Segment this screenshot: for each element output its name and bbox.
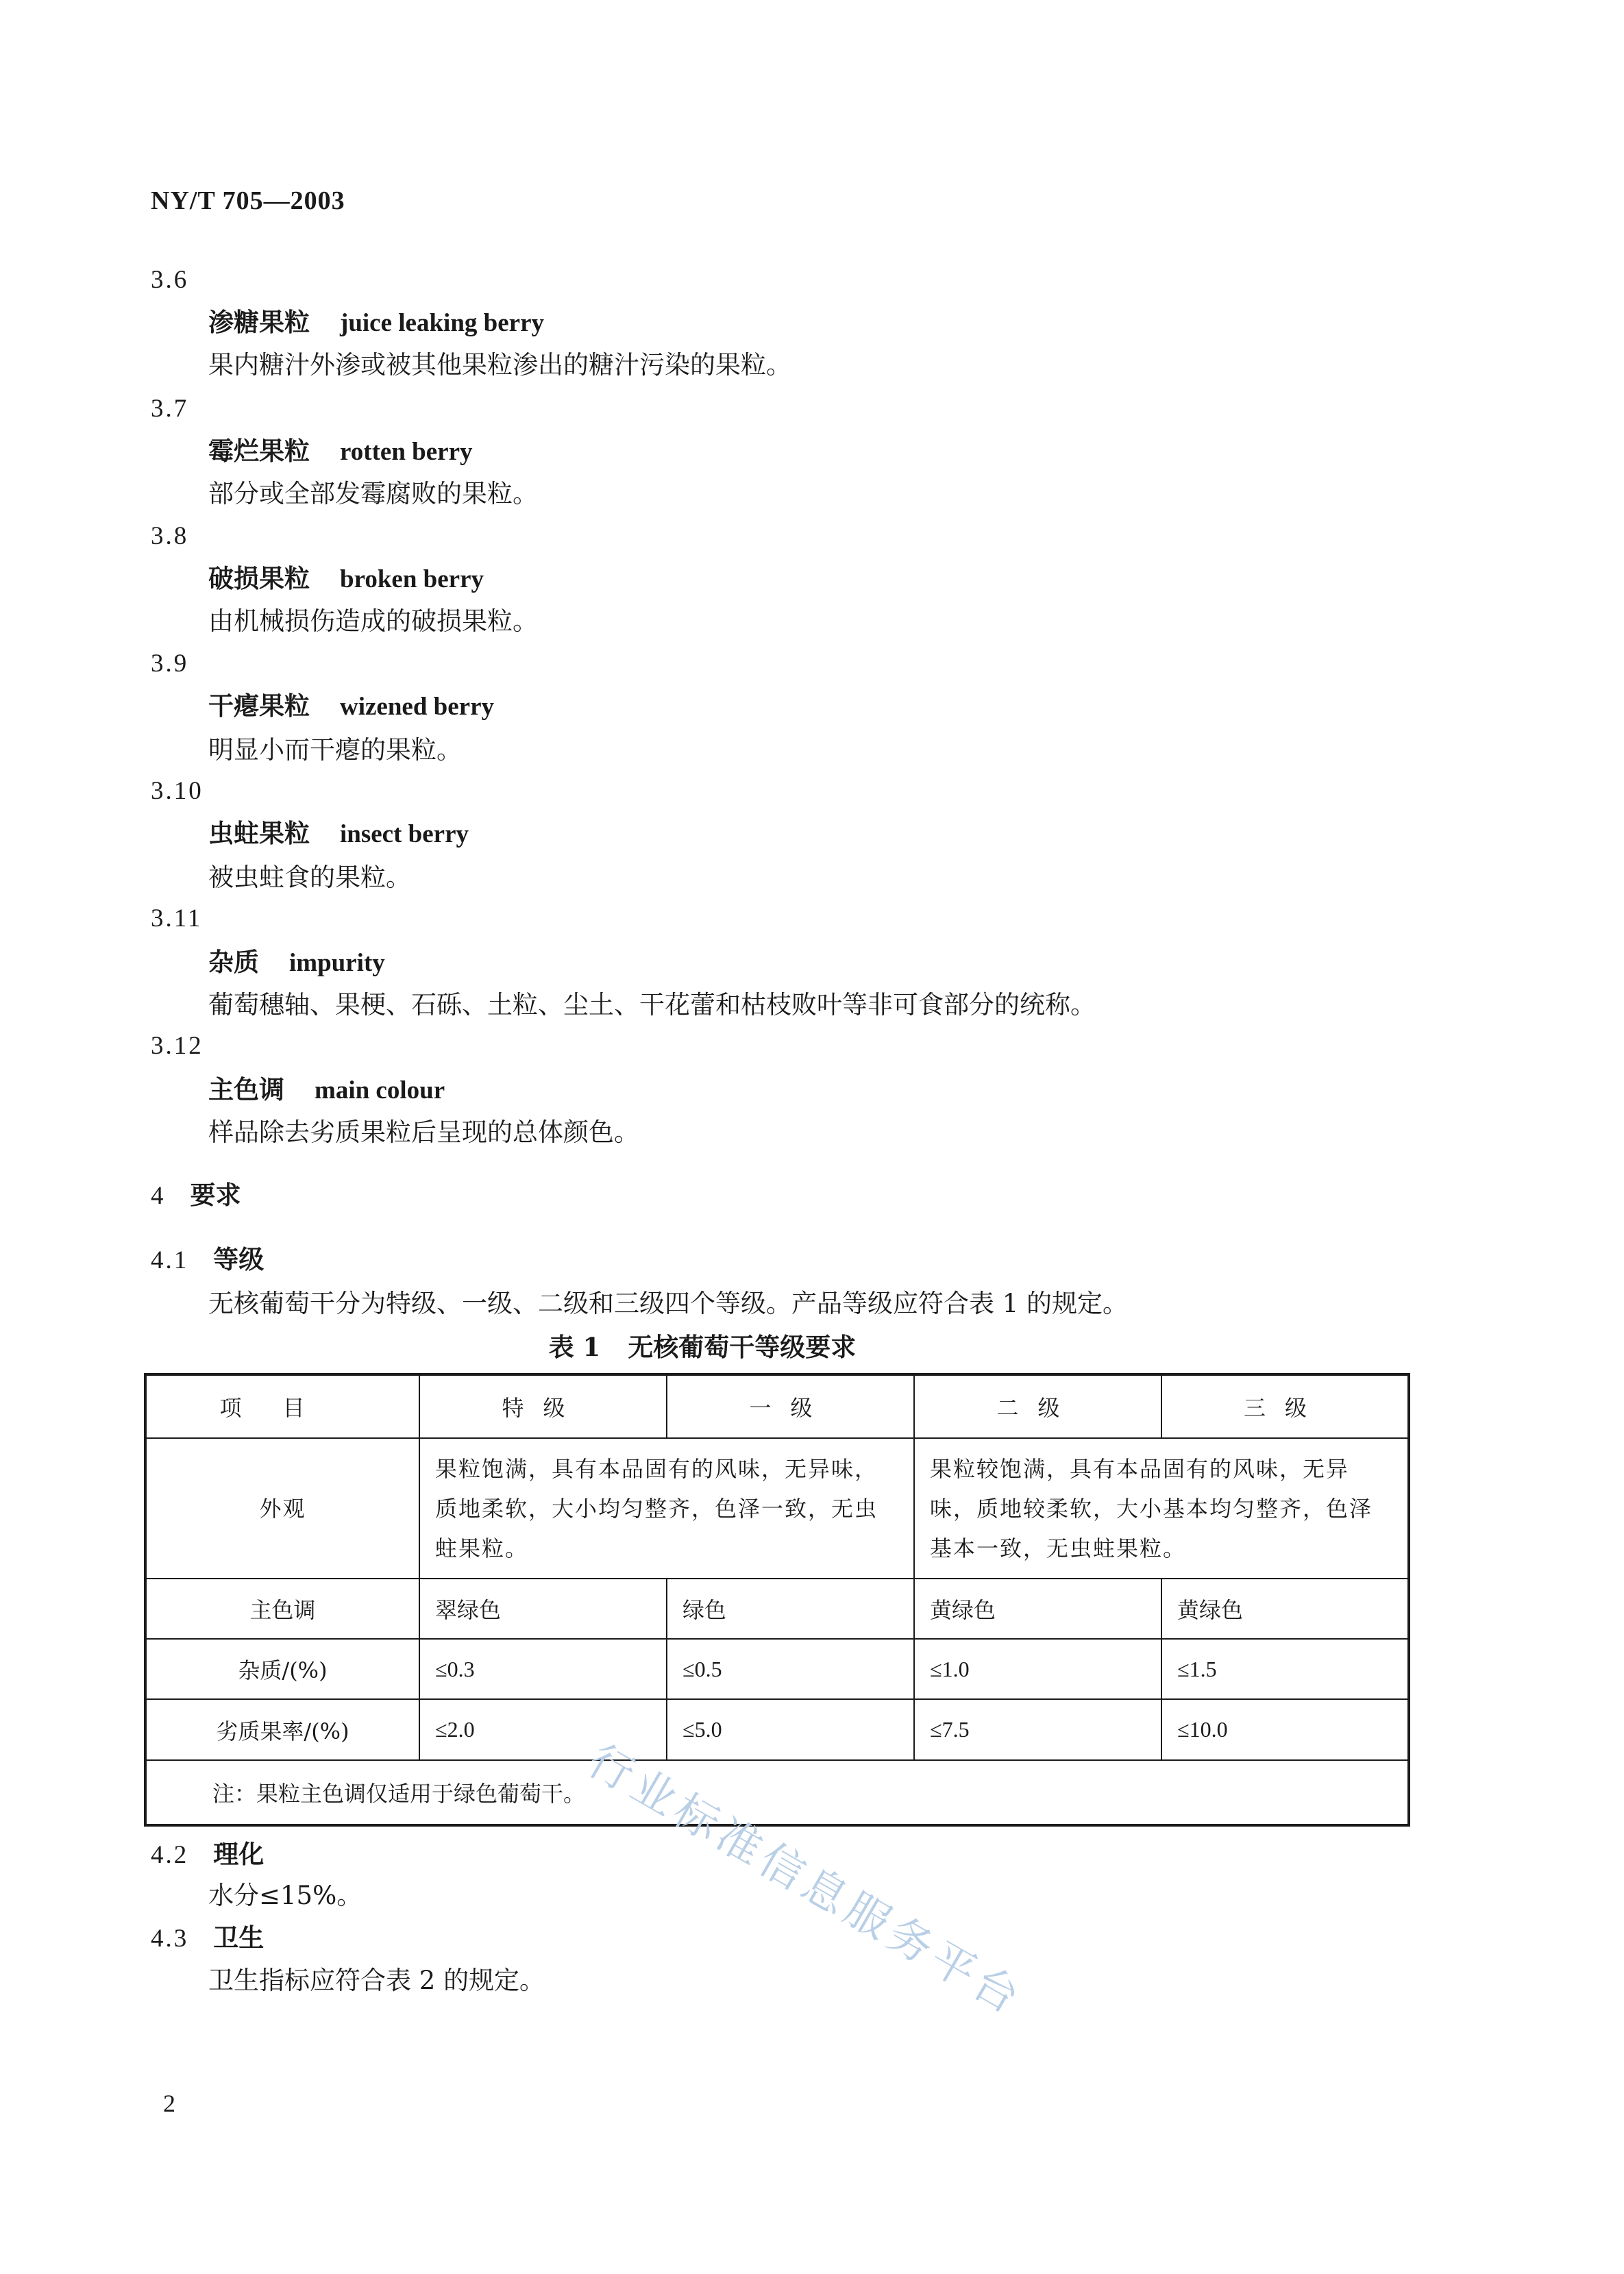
page-number: 2 [163,2090,175,2117]
subsection-number: 4.3 [151,1925,189,1953]
table-cell: 翠绿色 [419,1579,667,1639]
term-en: insect berry [340,820,469,848]
table-cell: ≤0.5 [667,1639,914,1699]
term-heading [208,438,473,465]
table-note: 注：果粒主色调仅适用于绿色葡萄干。 [145,1760,1409,1825]
term-heading [208,1074,445,1104]
term-en: main colour [315,1076,445,1104]
subsection-title: 卫生 [213,1923,264,1953]
paragraph: 卫生指标应符合表 2 的规定。 [208,1966,545,1995]
subsection-heading [151,1925,264,1951]
term-definition: 果内糖汁外渗或被其他果粒渗出的糖汁污染的果粒。 [208,350,791,380]
header-cell: 一级 [667,1374,914,1438]
clause-number: 3.10 [151,777,204,805]
term-en: impurity [289,949,385,977]
table-caption-title: 无核葡萄干等级要求 [628,1332,857,1362]
term-zh: 虫蛀果粒 [208,818,310,848]
grade-table [144,1373,1410,1827]
table-row [145,1639,1409,1699]
header-cell: 特级 [419,1374,667,1438]
table-caption-number: 表 1 [548,1332,601,1362]
clause-number: 3.9 [151,650,189,678]
row-label: 外观 [145,1438,419,1579]
clause-number: 3.11 [151,904,203,932]
subsection-heading [151,1244,264,1274]
table-cell: ≤2.0 [419,1699,667,1759]
standard-number: NY/T 705—2003 [151,186,345,215]
term-zh: 干瘪果粒 [208,691,310,721]
term-heading [208,693,494,719]
term-definition: 部分或全部发霉腐败的果粒。 [208,479,538,508]
clause-number: 3.7 [151,395,189,423]
row-label: 主色调 [145,1579,419,1639]
term-heading [208,947,385,977]
term-definition: 样品除去劣质果粒后呈现的总体颜色。 [208,1117,639,1147]
table-row [145,1579,1409,1639]
table-row [145,1699,1409,1759]
table-note-row [145,1760,1409,1825]
row-label: 劣质果率/(%) [145,1699,419,1759]
section-title: 要求 [190,1180,241,1210]
subsection-number: 4.2 [151,1841,189,1869]
table-cell: 黄绿色 [914,1579,1161,1639]
term-definition: 葡萄穗轴、果梗、石砾、土粒、尘土、干花蕾和枯枝败叶等非可食部分的统称。 [208,990,1096,1019]
subsection-title: 等级 [213,1244,264,1274]
term-heading [208,307,545,337]
table-cell: ≤1.0 [914,1639,1161,1699]
table-cell: 果粒较饱满，具有本品固有的风味，无异味，质地较柔软，大小基本均匀整齐，色泽基本一致，无虫蛀果粒。 [914,1438,1409,1579]
paragraph: 无核葡萄干分为特级、一级、二级和三级四个等级。产品等级应符合表 1 的规定。 [208,1289,1129,1318]
section-heading [151,1180,241,1210]
term-zh: 霉烂果粒 [208,436,310,466]
header-cell: 二级 [914,1374,1161,1438]
watermark: 行业标准信息服务平台 [579,1735,1033,2027]
term-en: wizened berry [340,693,495,721]
term-definition: 被虫蛀食的果粒。 [208,863,411,892]
term-en: rotten berry [340,438,473,466]
term-definition: 明显小而干瘪的果粒。 [208,735,462,765]
term-heading [208,563,484,593]
term-zh: 杂质 [208,947,259,977]
subsection-title: 理化 [213,1839,264,1869]
table-caption [0,1332,1405,1362]
table-cell: ≤7.5 [914,1699,1161,1759]
header-cell: 项目 [145,1374,419,1438]
table-cell: 绿色 [667,1579,914,1639]
clause-number: 3.6 [151,266,189,294]
row-label: 杂质/(%) [145,1639,419,1699]
clause-number: 3.12 [151,1032,204,1060]
term-zh: 破损果粒 [208,563,310,593]
term-definition: 由机械损伤造成的破损果粒。 [208,606,538,636]
subsection-number: 4.1 [151,1246,189,1274]
subsection-heading [151,1839,264,1869]
table-cell: ≤5.0 [667,1699,914,1759]
paragraph: 水分≤15%。 [208,1881,362,1910]
term-zh: 渗糖果粒 [208,307,310,337]
table-cell: 果粒饱满，具有本品固有的风味，无异味，质地柔软，大小均匀整齐，色泽一致，无虫蛀果粒。 [419,1438,914,1579]
table-cell: ≤10.0 [1161,1699,1409,1759]
table-cell: 黄绿色 [1161,1579,1409,1639]
term-en: juice leaking berry [340,309,545,337]
term-zh: 主色调 [208,1074,284,1104]
clause-number: 3.8 [151,522,189,550]
term-heading [208,818,469,848]
table-header-row [145,1374,1409,1438]
term-en: broken berry [340,565,484,593]
section-number: 4 [151,1182,166,1210]
table-cell: ≤0.3 [419,1639,667,1699]
table-cell: ≤1.5 [1161,1639,1409,1699]
header-cell: 三级 [1161,1374,1409,1438]
table-row [145,1438,1409,1579]
